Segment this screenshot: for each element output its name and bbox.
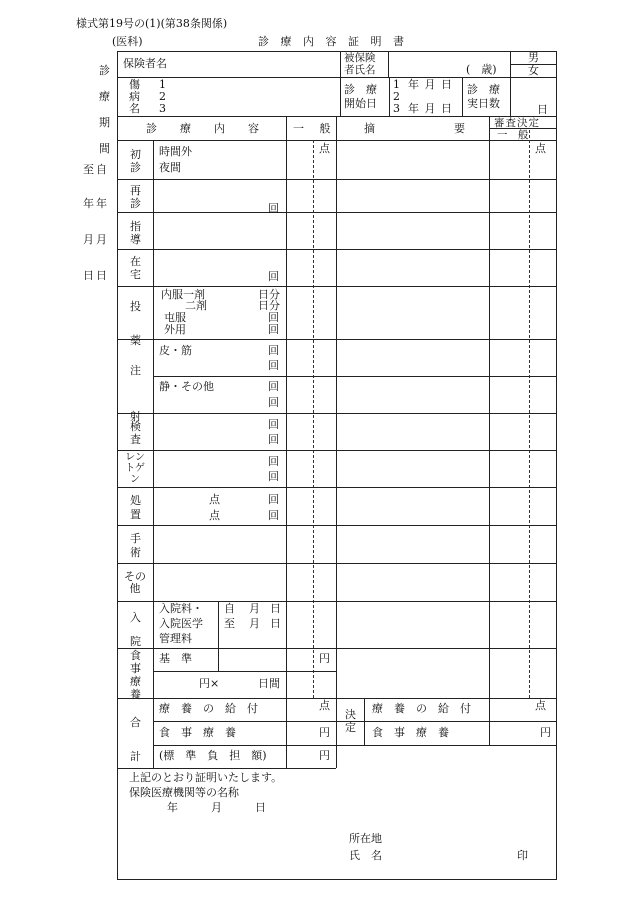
review-header: 審査決定 (494, 117, 540, 129)
ryoyo-point-unit: 点 (319, 699, 330, 712)
naifuku-days-unit-1: 日分 (258, 288, 280, 301)
disease-label-3: 名 (129, 102, 140, 115)
to-day-unit: 日 (270, 617, 281, 630)
ryoyo-kyufu-label: 療 養 の 給 付 (159, 702, 258, 715)
naifuku-days-unit-2: 日分 (258, 299, 280, 312)
zaitaku-label: 在宅 (130, 255, 141, 281)
insurer-name-label: 保険者名 (123, 57, 167, 70)
kensa-times-unit-2: 回 (268, 433, 279, 446)
shokuji-label: 食事療養 (130, 649, 141, 701)
form-number: 様式第19号の(1)(第38条関係) (76, 17, 228, 30)
hikin-times-unit-1: 回 (268, 344, 279, 357)
days-label-2: 実日数 (467, 97, 500, 110)
toyaku-label: 投薬 (130, 300, 141, 347)
from-label: 自 (224, 602, 235, 615)
kettei-label: 決定 (345, 708, 356, 734)
nizai-label: 二剤 (185, 299, 207, 312)
jomyaku-label: 静・その他 (159, 380, 214, 393)
kanriryo-label: 管理料 (159, 632, 192, 645)
from-day-unit: 日 (270, 602, 281, 615)
kijun-yen-unit: 円 (319, 652, 330, 665)
document-title: 診 療 内 容 証 明 書 (258, 35, 408, 48)
shochi-times-unit-1: 回 (268, 493, 279, 506)
male-label: 男 (528, 51, 539, 64)
start-num-3: 3 (393, 102, 400, 115)
hyojun-yen-unit: 円 (319, 749, 330, 762)
gaiyo-label: 外用 (164, 323, 186, 336)
female-label: 女 (528, 64, 539, 77)
tonpuku-times-unit: 回 (268, 311, 279, 324)
day-label: 日日 (83, 269, 109, 282)
saishin-label: 再診 (130, 184, 141, 210)
nyuin-igaku-label: 入院医学 (159, 617, 203, 630)
patient-label-2: 者氏名 (344, 64, 376, 76)
address-label: 所在地 (349, 832, 382, 845)
day-unit: 日 (537, 103, 548, 116)
nyuin-label: 入院 (130, 611, 141, 648)
shido-label: 指導 (130, 220, 141, 246)
to-label: 至 (224, 617, 235, 630)
shokuji-yen-unit: 円 (319, 726, 330, 739)
days-count-label: 日間 (258, 677, 280, 690)
shochi-point-unit-2: 点 (209, 509, 220, 522)
tonpuku-label: 屯服 (164, 311, 186, 324)
nyuinryo-label: 入院料・ (159, 602, 203, 615)
jomyaku-times-unit-1: 回 (268, 380, 279, 393)
point-unit-review: 点 (535, 142, 546, 155)
year-label: 年年 (83, 197, 109, 210)
certify-date: 年 月 日 (167, 801, 266, 814)
kettei-yen-unit: 円 (540, 726, 551, 739)
kijun-label: 基 準 (159, 652, 192, 665)
jomyaku-times-unit-2: 回 (268, 396, 279, 409)
rentogen-times-unit-2: 回 (268, 470, 279, 483)
shochi-label: 処置 (130, 494, 141, 521)
gaiyo-times-unit: 回 (268, 323, 279, 336)
sonota-label: その他 (124, 570, 146, 595)
yakan-label: 夜間 (159, 161, 181, 174)
start-label-2: 開始日 (344, 97, 377, 110)
chusha-label: 注射 (130, 364, 141, 423)
start-label-1: 診 療 (344, 83, 377, 96)
disease-num-3: 3 (159, 102, 166, 115)
period-label: 診療期間 (99, 64, 110, 155)
disease-num-1: 1 (159, 78, 166, 91)
start-num-2: 2 (393, 90, 400, 103)
hikin-label: 皮・筋 (159, 344, 192, 357)
shochi-point-unit-1: 点 (209, 493, 220, 506)
kettei-point-unit: 点 (535, 699, 546, 712)
point-unit-general: 点 (319, 142, 330, 155)
shujutsu-label: 手術 (130, 532, 141, 559)
days-label-1: 診 療 (467, 83, 500, 96)
zaitaku-times-unit: 回 (268, 270, 279, 283)
start-num-1: 1 (393, 78, 400, 91)
kensa-label: 検査 (130, 420, 141, 446)
hyojun-label: (標 準 負 担 額) (159, 749, 267, 762)
from-to-label: 至自 (83, 163, 109, 176)
disease-label-2: 病 (129, 90, 140, 103)
kettei-shokuji-label: 食 事 療 養 (372, 726, 449, 739)
rentogen-label: レントゲン (125, 452, 145, 485)
kensa-times-unit-1: 回 (268, 418, 279, 431)
naifuku-label: 内服一剤 (161, 288, 205, 301)
saishin-times-unit: 回 (268, 202, 279, 215)
shochi-times-unit-2: 回 (268, 509, 279, 522)
seal-label: 印 (517, 849, 528, 862)
age-label: ( 歳) (466, 63, 497, 76)
gokei-label: 合計 (130, 716, 141, 763)
month-label: 月月 (83, 233, 109, 246)
start-ymd-1: 年 月 日 (408, 78, 453, 91)
certify-text: 上記のとおり証明いたします。 (129, 771, 283, 784)
review-general-header: 一 般 (497, 129, 529, 141)
to-month-unit: 月 (249, 617, 260, 630)
institution-name-label: 保険医療機関等の名称 (129, 786, 239, 799)
shoshin-label: 初診 (130, 148, 141, 174)
start-ymd-3: 年 月 日 (408, 102, 453, 115)
kettei-ryoyo-label: 療 養 の 給 付 (372, 702, 471, 715)
disease-label-1: 傷 (129, 78, 140, 91)
name-label: 氏 名 (349, 849, 382, 862)
yen-times-label: 円× (199, 677, 220, 690)
general-header: 一 般 (293, 122, 337, 135)
content-header: 診 療 内 容 (146, 122, 265, 135)
disease-num-2: 2 (159, 90, 166, 103)
shokuji-ryoyo-label: 食 事 療 養 (159, 726, 236, 739)
from-month-unit: 月 (249, 602, 260, 615)
jikangai-label: 時間外 (159, 145, 192, 158)
summary-header: 摘 要 (364, 122, 469, 135)
patient-label-1: 被保険 (344, 52, 376, 64)
rentogen-times-unit-1: 回 (268, 455, 279, 468)
department-label: (医科) (112, 35, 143, 48)
hikin-times-unit-2: 回 (268, 359, 279, 372)
